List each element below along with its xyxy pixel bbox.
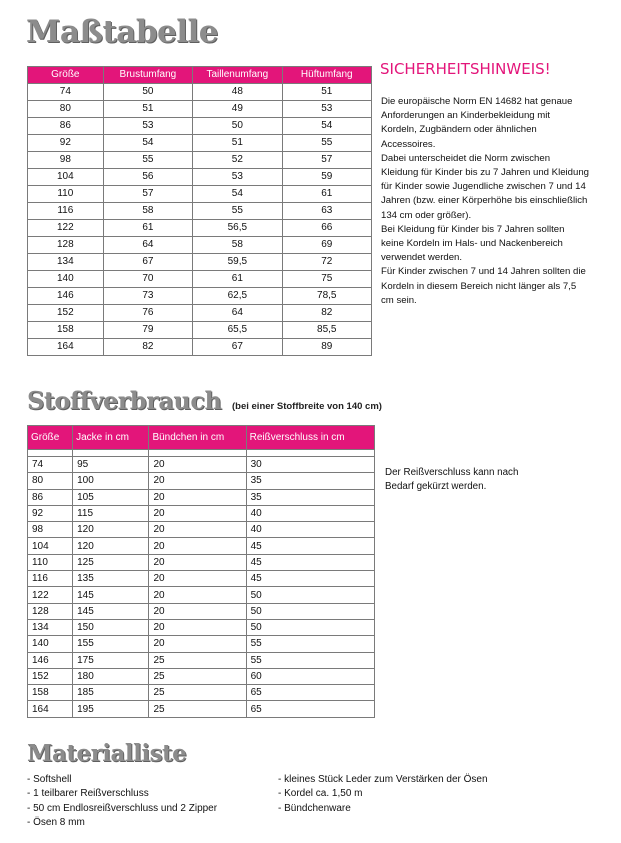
safety-line: Dabei unterscheidet die Norm zwischen [381,152,551,164]
table-row [28,271,372,288]
table-cell: 120 [73,538,149,554]
table-cell: 25 [149,668,246,684]
table-cell: 66 [282,220,371,237]
material-list-left [27,773,217,830]
table-cell: 70 [103,271,192,288]
table-cell: 53 [282,101,371,118]
safety-line: Accessoires. [381,138,436,150]
table-cell: 54 [282,118,371,135]
safety-line: cm sein. [381,294,417,306]
table-cell: 20 [149,538,246,554]
table-cell: 155 [73,636,149,652]
table-cell: 61 [193,271,282,288]
table-cell: 64 [103,237,192,254]
safety-line: Bei Kleidung für Kinder bis 7 Jahren sollten [381,223,565,235]
heading-masstabelle: Maßtabelle [26,14,219,50]
table-cell: 122 [28,587,73,603]
table-cell: 45 [246,554,374,570]
table-cell: 86 [28,489,73,505]
table-row [28,118,372,135]
table-cell: 20 [149,619,246,635]
table-cell [28,450,73,457]
safety-line: Kleidung für Kinder bis zu 7 Jahren und Kleidung [381,167,590,179]
table-cell: 120 [73,522,149,538]
table-cell: 45 [246,571,374,587]
table-cell: 56 [103,169,192,186]
material-item: - 50 cm Endlosreißverschluss und 2 Zipper [27,802,218,814]
table-row [28,84,372,101]
column-header: Größe [28,426,73,450]
table-cell: 95 [73,457,149,473]
table-cell: 35 [246,489,374,505]
table-cell: 20 [149,554,246,570]
table-cell: 110 [28,554,73,570]
table-spacer-row [28,450,375,457]
table-row [28,203,372,220]
table-cell: 116 [28,203,104,220]
table-cell: 140 [28,636,73,652]
column-header: Hüftumfang [282,67,371,84]
table-cell: 67 [193,339,282,356]
table-cell: 50 [246,587,374,603]
safety-line: Jahren (bzw. einer Körperhöhe bis einschließlich [381,195,588,207]
table-cell: 25 [149,652,246,668]
column-header: Reißverschluss in cm [246,426,374,450]
table-cell: 51 [103,101,192,118]
table-cell: 98 [28,522,73,538]
table-cell: 74 [28,457,73,473]
table-cell: 54 [193,186,282,203]
table-cell: 40 [246,505,374,521]
table-row [28,619,375,635]
table-cell: 65 [246,685,374,701]
column-header: Größe [28,67,104,84]
table-cell: 100 [73,473,149,489]
table-cell: 61 [103,220,192,237]
table-cell: 51 [282,84,371,101]
table-row [28,668,375,684]
table-cell: 20 [149,603,246,619]
table-cell: 65 [246,701,374,717]
table-cell: 20 [149,636,246,652]
table-row [28,505,375,521]
table-cell: 45 [246,538,374,554]
table-row [28,135,372,152]
table-cell: 35 [246,473,374,489]
zipper-note-line: Bedarf gekürzt werden. [385,481,487,492]
table-cell: 98 [28,152,104,169]
table-row [28,237,372,254]
table-cell: 25 [149,685,246,701]
table-cell: 51 [193,135,282,152]
table-cell: 49 [193,101,282,118]
size-table-header [28,67,372,84]
table-row [28,169,372,186]
material-list-right [278,773,488,816]
safety-line: Anforderungen an Kinderbekleidung mit [381,110,551,122]
table-row [28,322,372,339]
table-row [28,473,375,489]
table-row [28,489,375,505]
table-row [28,652,375,668]
table-cell: 86 [28,118,104,135]
table-cell: 60 [246,668,374,684]
material-item: - Ösen 8 mm [27,816,85,828]
table-cell: 20 [149,473,246,489]
table-cell: 152 [28,668,73,684]
table-row [28,538,375,554]
size-table [27,66,372,356]
table-cell: 59,5 [193,254,282,271]
table-cell: 57 [103,186,192,203]
safety-text [381,95,613,308]
table-cell: 55 [246,652,374,668]
table-cell: 122 [28,220,104,237]
table-cell: 48 [193,84,282,101]
table-cell: 104 [28,538,73,554]
table-cell: 50 [103,84,192,101]
table-cell: 146 [28,652,73,668]
table-row [28,254,372,271]
safety-line: verwendet werden. [381,252,463,264]
table-cell: 62,5 [193,288,282,305]
table-cell: 92 [28,135,104,152]
table-cell: 55 [282,135,371,152]
table-cell: 140 [28,271,104,288]
table-row [28,220,372,237]
table-cell: 158 [28,685,73,701]
table-cell: 57 [282,152,371,169]
table-cell: 145 [73,603,149,619]
heading-materialliste: Materialliste [27,740,187,767]
column-header: Taillenumfang [193,67,282,84]
table-cell: 63 [282,203,371,220]
table-row [28,554,375,570]
table-cell: 58 [193,237,282,254]
material-item: - Kordel ca. 1,50 m [278,788,363,800]
table-cell: 76 [103,305,192,322]
table-row [28,603,375,619]
table-cell: 152 [28,305,104,322]
table-cell: 69 [282,237,371,254]
table-row [28,701,375,717]
zipper-note [385,466,565,494]
zipper-note-line: Der Reißverschluss kann nach [385,467,519,478]
table-row [28,339,372,356]
column-header: Jacke in cm [73,426,149,450]
table-row [28,685,375,701]
safety-line: Kordeln in diesem Bereich nicht länger als 7,5 [381,280,577,292]
table-cell: 175 [73,652,149,668]
table-row [28,101,372,118]
material-item: - Bündchenware [278,802,351,814]
table-cell: 110 [28,186,104,203]
table-cell [73,450,149,457]
safety-line: Die europäische Norm EN 14682 hat genaue [381,96,573,107]
table-cell: 50 [246,603,374,619]
table-cell: 116 [28,571,73,587]
table-cell: 55 [246,636,374,652]
table-row [28,288,372,305]
table-cell: 89 [282,339,371,356]
table-cell: 55 [103,152,192,169]
table-cell: 40 [246,522,374,538]
table-cell: 158 [28,322,104,339]
table-row [28,571,375,587]
table-cell: 61 [282,186,371,203]
table-row [28,305,372,322]
table-cell: 128 [28,603,73,619]
table-cell: 20 [149,457,246,473]
table-cell: 85,5 [282,322,371,339]
safety-title: SICHERHEITSHINWEIS! [380,60,551,78]
table-cell: 125 [73,554,149,570]
safety-line: Kordeln, Zugbändern oder ähnlichen [381,124,537,136]
table-cell: 20 [149,505,246,521]
fabric-width-note: (bei einer Stoffbreite von 140 cm) [232,401,382,412]
table-cell: 20 [149,522,246,538]
material-item: - 1 teilbarer Reißverschluss [27,788,149,800]
table-cell: 134 [28,619,73,635]
table-row [28,587,375,603]
table-cell: 115 [73,505,149,521]
table-cell: 67 [103,254,192,271]
table-cell: 80 [28,473,73,489]
safety-line: Für Kinder zwischen 7 und 14 Jahren sollten die [381,266,586,278]
table-cell: 78,5 [282,288,371,305]
material-item: - kleines Stück Leder zum Verstärken der Ösen [278,774,488,785]
table-row [28,522,375,538]
table-row [28,186,372,203]
table-cell [246,450,374,457]
table-cell: 150 [73,619,149,635]
table-row [28,636,375,652]
column-header: Brustumfang [103,67,192,84]
table-row [28,457,375,473]
table-cell: 73 [103,288,192,305]
table-cell: 64 [193,305,282,322]
table-row [28,152,372,169]
table-cell: 80 [28,101,104,118]
table-cell: 146 [28,288,104,305]
table-cell: 52 [193,152,282,169]
table-cell: 53 [103,118,192,135]
table-cell: 58 [103,203,192,220]
table-cell: 20 [149,571,246,587]
table-cell: 50 [193,118,282,135]
table-cell: 59 [282,169,371,186]
fabric-table-header [28,426,375,450]
table-cell: 53 [193,169,282,186]
table-cell: 74 [28,84,104,101]
table-cell: 82 [103,339,192,356]
table-cell: 55 [193,203,282,220]
safety-line: keine Kordeln im Hals- und Nackenbereich [381,238,563,250]
table-cell: 56,5 [193,220,282,237]
table-cell: 75 [282,271,371,288]
table-cell: 128 [28,237,104,254]
heading-stoffverbrauch: Stoffverbrauch [27,386,222,415]
table-cell: 54 [103,135,192,152]
table-cell: 164 [28,339,104,356]
table-cell: 30 [246,457,374,473]
table-cell: 79 [103,322,192,339]
table-cell: 104 [28,169,104,186]
table-cell: 135 [73,571,149,587]
table-cell [149,450,246,457]
table-cell: 25 [149,701,246,717]
material-item: - Softshell [27,774,72,785]
table-cell: 145 [73,587,149,603]
table-cell: 180 [73,668,149,684]
table-cell: 20 [149,587,246,603]
table-cell: 72 [282,254,371,271]
table-cell: 82 [282,305,371,322]
table-cell: 105 [73,489,149,505]
table-cell: 92 [28,505,73,521]
table-cell: 185 [73,685,149,701]
table-cell: 164 [28,701,73,717]
safety-line: 134 cm oder größer). [381,209,472,221]
column-header: Bündchen in cm [149,426,246,450]
fabric-table [27,425,375,718]
table-cell: 20 [149,489,246,505]
table-cell: 50 [246,619,374,635]
table-cell: 65,5 [193,322,282,339]
table-cell: 195 [73,701,149,717]
safety-line: für Kinder sowie Jugendliche zwischen 7 und 14 [381,181,586,193]
table-cell: 134 [28,254,104,271]
